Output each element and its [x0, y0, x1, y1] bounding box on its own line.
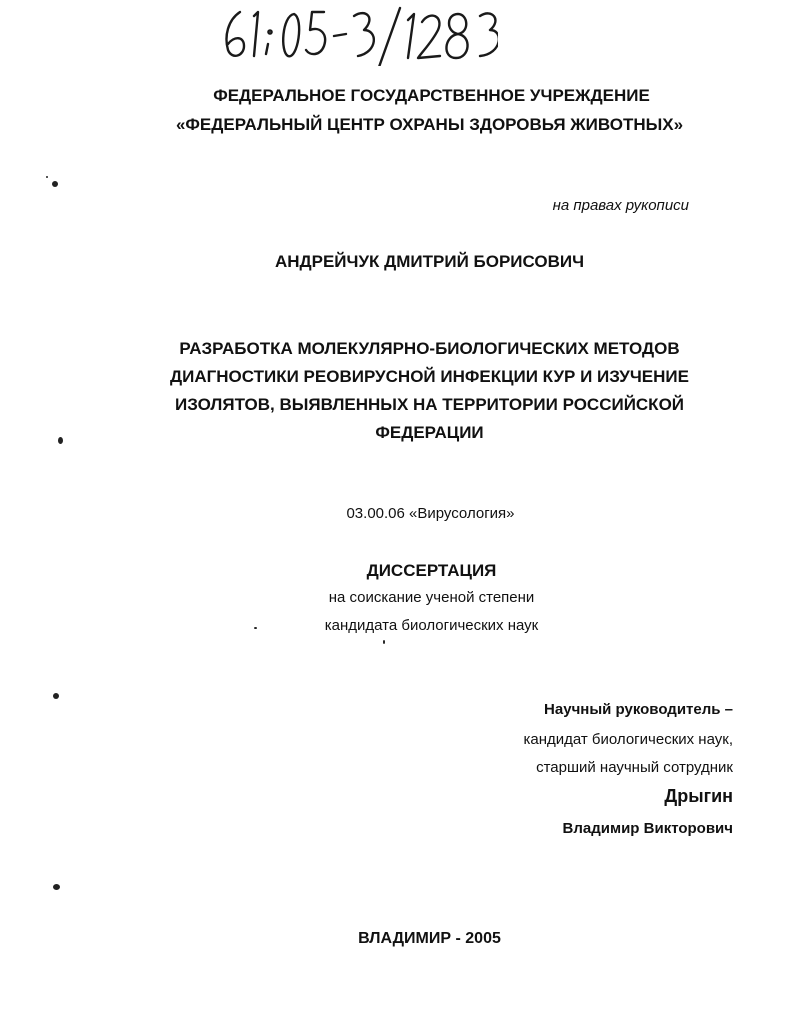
- thesis-title-line: ФЕДЕРАЦИИ: [375, 423, 484, 442]
- thesis-title: [30, 335, 799, 447]
- scan-speck: [46, 176, 48, 178]
- manuscript-note: на правах рукописи: [552, 197, 689, 214]
- city-year: ВЛАДИМИР - 2005: [358, 930, 501, 947]
- supervisor-surname: Дрыгин: [664, 786, 733, 806]
- thesis-title-line: ИЗОЛЯТОВ, ВЫЯВЛЕННЫХ НА ТЕРРИТОРИИ РОССИЙСКОЙ: [174, 395, 685, 414]
- scan-speck: [58, 437, 63, 444]
- thesis-title-line: РАЗРАБОТКА МОЛЕКУЛЯРНО-БИОЛОГИЧЕСКИХ МЕТОДОВ: [179, 339, 680, 358]
- thesis-title-line: ДИАГНОСТИКИ РЕОВИРУСНОЙ ИНФЕКЦИИ КУР И ИЗУЧЕНИЕ: [170, 367, 689, 386]
- degree-line-2: кандидата биологических наук: [324, 617, 539, 634]
- scan-speck: [53, 693, 59, 699]
- author-name: АНДРЕЙЧУК ДМИТРИЙ БОРИСОВИЧ: [274, 252, 585, 271]
- supervisor-title-1: кандидат биологических наук,: [523, 731, 733, 748]
- supervisor-name: Владимир Викторович: [562, 820, 733, 837]
- institution-line-2: «ФЕДЕРАЛЬНЫЙ ЦЕНТР ОХРАНЫ ЗДОРОВЬЯ ЖИВОТНЫХ»: [175, 115, 684, 134]
- specialty-code: 03.00.06 «Вирусология»: [346, 505, 515, 522]
- scan-speck: [52, 181, 58, 187]
- scan-speck: [383, 640, 385, 644]
- scan-speck: [254, 627, 257, 629]
- supervisor-heading: Научный руководитель –: [544, 701, 733, 718]
- document-type: ДИССЕРТАЦИЯ: [366, 561, 497, 580]
- degree-line-1: на соискание ученой степени: [328, 589, 535, 606]
- institution-line-1: ФЕДЕРАЛЬНОЕ ГОСУДАРСТВЕННОЕ УЧРЕЖДЕНИЕ: [213, 86, 650, 105]
- supervisor-title-2: старший научный сотрудник: [536, 759, 733, 776]
- scan-speck: [53, 884, 60, 890]
- handwritten-archive-code: [218, 6, 498, 66]
